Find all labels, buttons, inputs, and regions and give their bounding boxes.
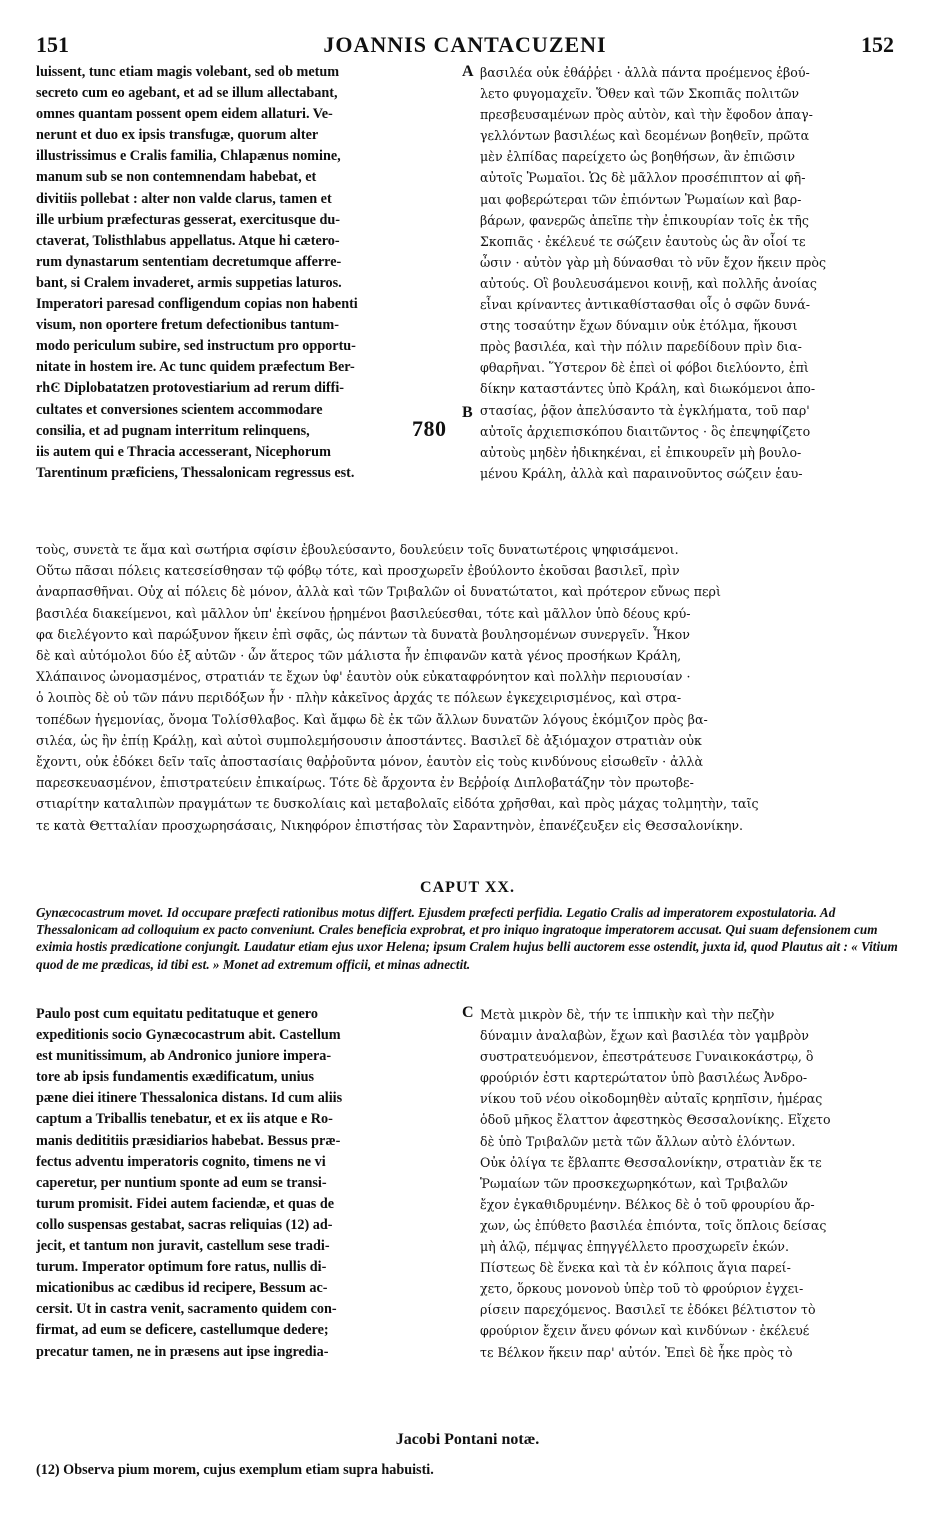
greek-line: δίκην καταστάντες ὑπὸ Κράλη, καὶ διωκόμενοι ἀπο- (480, 381, 816, 397)
greek-line: Πίστεως δὲ ἕνεκα καὶ τὰ ἐν κόλποις ἅγια παρεί- (480, 1260, 791, 1276)
greek-full-line: Οὕτω πᾶσαι πόλεις κατεσείσθησαν τῷ φόβῳ τότε, καὶ προσχωρεῖν ἐβούλοντο ἑκοῦσαι βασιλεῖ, πρὶν (36, 563, 680, 579)
latin-line: omnes quantam possent opem eidem allaturi. Ve- (36, 106, 333, 123)
greek-line: πρεσβευσαμένων πρὸς αὐτὸν, καὶ τὴν ἔφοδον ἀπαγ- (480, 107, 813, 123)
greek-full-line: τοπέδων ἡγεμονίας, ὄνομα Τολίσθλαβος. Καὶ ἄμφω δὲ ἐκ τῶν ἄλλων δυνατῶν λόγους ἐκόμιζον πρὸς βα- (36, 711, 708, 727)
greek-line: μὲν ἐλπίδας παρείχετο ὡς βοηθήσων, ἂν ἐπιῶσιν (480, 149, 796, 165)
greek-line: μένου Κράλη, ἀλλὰ καὶ παραινοῦντος σώζειν ἑαυ- (480, 465, 803, 481)
latin-line: manis dedititiis præsidiarios habebat. Bessus præ- (36, 1132, 341, 1149)
greek-line: δὲ ὑπὸ Τριβαλῶν μετὰ τῶν ἄλλων αὐτὸ ἑλόντων. (480, 1133, 796, 1149)
greek-line: τε Βέλκον ἥκειν παρ' αὐτόν. Ἐπεὶ δὲ ἧκε πρὸς τὸ (480, 1344, 793, 1360)
latin-line: Paulo post cum equitatu peditatuque et genero (36, 1006, 318, 1022)
greek-line: εἶναι κρίναντες ἀντικαθίστασθαι οἷς ὁ σφῶν δυνά- (480, 297, 810, 313)
greek-line: αὐτοῖς Ῥωμαῖοι. Ὡς δὲ μᾶλλον προσέπιπτον αἱ φῆ- (480, 170, 806, 186)
latin-line: iis autem qui e Thracia accesserant, Nicephorum (36, 443, 331, 460)
greek-line: πρὸς βασιλέα, καὶ τὴν πόλιν παρεδίδουν πρὶν δια- (480, 339, 802, 355)
latin-line: divitiis pollebat : alter non valde clarus, tamen et (36, 190, 332, 207)
chapter-summary: Gynæcocastrum movet. Id occupare præfecti rationibus motus differt. Ejusdem præfecti perfidia. Legatio Cralis ad imperatorem expostulatoria. Ad Thessalonicam ad colloquium ex pacto conveniunt. Crales beneficia exprobrat, et pro iniquo ingratoque imperatorem accusat. Qui suam defensionem cum eximia hostis prædicatione conjungit. Laudatur etiam ejus uxor Helena; ipsum Cralem hujus belli auctorem esse ostendit, juxta id, quod Plautus ait : « Vitium quod de me prædicas, id tibi est. » Monet ad extremum officii, et minas adnectit. (36, 905, 898, 972)
latin-line: micationibus ac cædibus id recipere, Bessum ac- (36, 1280, 328, 1297)
latin-column-section-2 (36, 1004, 458, 1363)
footnote-12: (12) Observa pium morem, cujus exemplum etiam supra habuisti. (36, 1462, 434, 1478)
latin-line: illustrissimus e Cralis familia, Chlapænus nomine, (36, 148, 341, 165)
latin-line: rhϾ Diplobatatzen protovestiarium ad rerum diffi- (36, 380, 345, 397)
latin-line: turum. Imperator optimum fore ratus, nullis di- (36, 1259, 327, 1276)
greek-line: βάρων, φανερῶς ἀπεῖπε τὴν ἐπικουρίαν τοῖς ἐκ τῆς (480, 212, 809, 228)
greek-full-line: ὁ λοιπὸς δὲ οὐ τῶν πάνυ περιδόξων ἦν · πλὴν κἀκεῖνος ἀρχάς τε πόλεων ἐγκεχειρισμένος, καὶ στρα- (36, 690, 682, 706)
greek-column-section-2 (480, 1004, 902, 1363)
page-number-right: 152 (861, 32, 894, 57)
notes-title: Jacobi Pontani notæ. (395, 1431, 540, 1448)
latin-line: precatur tamen, ne in præsens aut ipse ingredia- (36, 1343, 329, 1360)
latin-line: luissent, tunc etiam magis volebant, sed ob metum (36, 64, 340, 80)
latin-line: nerunt et duo ex ipsis transfugæ, quorum alter (36, 127, 319, 144)
greek-line: αὐτοὺς μηδὲν ἠδικηκέναι, εἰ ἐπικουρεῖν μὴ βουλο- (480, 444, 802, 460)
greek-full-line: σιλέα, ὡς ἢν ἐπίῃ Κράλῃ, καὶ αὐτοὶ συμπολεμήσουσιν ἀποστάντες. Βασιλεῖ δὲ ἀξιόμαχον στρατιὰν οὐκ (36, 732, 702, 748)
greek-full-line: τοὺς, συνετὰ τε ἅμα καὶ σωτήρια σφίσιν ἐβουλεύσαντο, δουλεύειν τοῖς δυνατωτέροις ψηφισάμενοι. (36, 542, 679, 557)
greek-line: ὦσιν · αὐτὸν γὰρ μὴ δύνασθαι τὸ νῦν ἔχον ἥκειν πρὸς (480, 254, 827, 270)
greek-full-line: τε κατὰ Θετταλίαν προσχωρησάσαις, Νικηφόρον ἐπιστήσας τὸν Σαραντηνὸν, ἐπανέζευξεν εἰς Θεσσαλονίκην. (36, 817, 744, 833)
latin-line: turum promisit. Fidei autem faciendæ, et quas de (36, 1195, 335, 1212)
running-title: JOANNIS CANTACUZENI (323, 32, 607, 57)
greek-full-line: στιαρίτην καταλιπὼν πραγμάτων τε δυσκολίαις καὶ μεταβολαῖς εἰδότα χρῆσθαι, καὶ πρὸς μάχας τολμητὴν, ταῖς (36, 796, 759, 812)
greek-line: γελλόντων βασιλέως καὶ δεομένων βοηθεῖν, πρῶτα (480, 128, 810, 144)
latin-column-section-1 (36, 62, 458, 484)
greek-full-line: φα διελέγοντο καὶ παρώξυνον ἥκειν ἐπὶ σφᾶς, ὡς πάντων τὰ δυνατὰ βουλησομένων συνεργεῖν. Ἧκον (36, 626, 690, 642)
page-number-left: 151 (36, 32, 69, 57)
greek-line: Σκοπιᾶς · ἐκέλευέ τε σώζειν ἑαυτοὺς ὡς ἂν οἷοί τε (480, 233, 806, 249)
latin-line: bant, si Cralem invaderet, armis suppetias laturos. (36, 274, 342, 291)
latin-line: ctaverat, Tolisthlabus appellatus. Atque hi cætero- (36, 232, 340, 249)
greek-line: χετο, ὅρκους μονονοὺ ὑπὲρ τοῦ τὸ φρούριον ἐγχει- (480, 1281, 804, 1297)
latin-line: cersit. Ut in castra venit, sacramento quidem con- (36, 1301, 337, 1318)
greek-line: ρίσειν παρεχόμενος. Βασιλεῖ τε ἐδόκει βέλτιστον τὸ (480, 1302, 816, 1318)
latin-line: Tarentinum præficiens, Thessalonicam regressus est. (36, 464, 355, 481)
greek-full-line: ἀναρπασθῆναι. Οὐχ αἱ πόλεις δὲ μόνον, ἀλλὰ καὶ τῶν Τριβαλῶν οἱ δυνατώτατοι, καὶ πρότερον εὔνως περὶ (36, 584, 721, 600)
greek-line: νίκου τοῦ νέου οἰκοδομηθὲν αὐταῖς κρηπῖσιν, ἡμέρας (480, 1091, 823, 1107)
latin-line: modo periculum subire, sed instructum pro opportu- (36, 338, 356, 355)
greek-line: μαι φοβερώτεραι τῶν ἐπιόντων Ῥωμαίων καὶ βαρ- (480, 191, 802, 207)
latin-line: tore ab ipsis fundamentis exædificatum, unius (36, 1069, 315, 1086)
latin-line: visum, non oportere fretum defectionibus tantum- (36, 317, 339, 334)
greek-line: Μετὰ μικρὸν δὲ, τήν τε ἱππικὴν καὶ τὴν πεζὴν (480, 1007, 775, 1022)
greek-line: αὐτούς. Οἳ βουλευσάμενοι κοινῇ, καὶ πολλῆς ἀνοίας (480, 275, 817, 291)
latin-line: consilia, et ad pugnam interritum relinquens, (36, 422, 310, 439)
latin-line: nitate in hostem ire. Ac tunc quidem præfectum Ber- (36, 359, 355, 376)
greek-line: αὐτοῖς ἀρχιεπισκόπου διαιτῶντος · ὃς ἐπεψηφίζετο (480, 423, 811, 439)
greek-full-width-text (36, 539, 898, 836)
latin-line: captum a Triballis tenebatur, et ex iis atque e Ro- (36, 1111, 333, 1128)
page-header (30, 32, 900, 60)
latin-line: collo suspensas gestabat, sacras reliquias (12) ad- (36, 1216, 333, 1233)
greek-line: δύναμιν ἀναλαβὼν, ἔχων καὶ βασιλέα τὸν γαμβρὸν (480, 1028, 809, 1044)
greek-line: μὴ ἁλῷ, πέμψας ἐπηγγέλλετο προσχωρεῖν ἑκών. (480, 1239, 789, 1255)
greek-line: ὁδοῦ μῆκος ἔλαττον ἀφεστηκὸς Θεσσαλονίκης. Εἴχετο (480, 1112, 831, 1128)
latin-line: secreto cum eo agebant, et ad se illum allectabant, (36, 85, 338, 102)
latin-line: rum dynastarum sententiam decretumque afferre- (36, 253, 342, 270)
greek-full-line: βασιλέα διακείμενοι, καὶ μᾶλλον ὑπ' ἐκείνου ᾑρημένοι βασιλεύεσθαι, τότε καὶ μᾶλλον ὑπὸ δέους κρύ- (36, 605, 691, 621)
latin-line: Imperatori paresad confligendum copias non habenti (36, 296, 358, 313)
greek-column-section-1 (480, 62, 902, 484)
greek-line: Ῥωμαίων τῶν προσκεχωρηκότων, καὶ Τριβαλῶν (480, 1175, 788, 1191)
greek-line: χων, ὡς ἐπύθετο βασιλέα ἐπιόντα, τοῖς ὅπλοις δείσας (480, 1217, 827, 1233)
greek-full-line: ἔχοντι, οὐκ ἐδόκει δεῖν ταῖς ἀποστασίαις θαῤῥοῦντα μόνον, ἑαυτὸν εἰς τοὺς κινδύνους εἰσωθεῖν · ἀλλὰ (36, 754, 704, 770)
margin-marker-b: B (462, 404, 473, 421)
greek-full-line: παρεσκευασμένον, ἐπιστρατεύειν ἐπικαίρως. Τότε δὲ ἄρχοντα ἐν Βεῤῥοίᾳ Διπλοβατάζην τὸν πρωτοβε- (36, 775, 694, 791)
latin-line: fectus adventu imperatoris cognito, timens ne vi (36, 1153, 326, 1170)
greek-line: στης τοσαύτην ἔχων δύναμιν οὐκ ἐτόλμα, ἥκουσι (480, 318, 798, 334)
greek-line: φρούριόν ἐστι καρτερώτατον ὑπὸ βασιλέως Ἀνδρο- (480, 1070, 808, 1086)
greek-line: λετο φυγομαχεῖν. Ὅθεν καὶ τῶν Σκοπιᾶς πολιτῶν (480, 86, 800, 102)
latin-line: firmat, ad eum se deficere, castellumque dedere; (36, 1322, 329, 1339)
greek-line: στασίας, ῥᾷον ἀπελύσαντο τὰ ἐγκλήματα, τοῦ παρ' (480, 402, 810, 418)
latin-line: pæne diei itinere Thessalonica distans. Id cum aliis (36, 1090, 343, 1107)
latin-line: expeditionis socio Gynæcocastrum abit. Castellum (36, 1027, 341, 1044)
greek-line: ἔχον ἐγκαθιδρυμένην. Βέλκος δὲ ὁ τοῦ φρουρίου ἄρ- (480, 1196, 815, 1212)
greek-line: βασιλέα οὐκ ἐθάῤῥει · ἀλλὰ πάντα προέμενος ἐβού- (480, 65, 810, 80)
latin-line: cultates et conversiones scientem accommodare (36, 401, 323, 418)
margin-marker-c: C (462, 1004, 474, 1021)
margin-page-number: 780 (412, 415, 447, 441)
latin-line: manum sub se non contemnendam habebat, et (36, 169, 317, 186)
margin-marker-a: A (462, 63, 474, 80)
greek-line: συστρατευόμενον, ἐπεστράτευσε Γυναικοκάστρῳ, ὃ (480, 1049, 814, 1065)
latin-line: ille urbium præfecturas gesserat, exercitusque du- (36, 211, 340, 228)
latin-line: est munitissimum, ab Andronico juniore impera- (36, 1048, 332, 1065)
chapter-title: CAPUT XX. (420, 879, 515, 896)
greek-line: Οὐκ ὀλίγα τε ἔβλαπτε Θεσσαλονίκην, στρατιὰν ἔκ τε (480, 1154, 822, 1170)
greek-full-line: δὲ καὶ αὐτόμολοι δύο ἐξ αὐτῶν · ὧν ἅτερος τῶν μάλιστα ἦν ἐπιφανῶν κατὰ γένος προσήκων Κράλη, (36, 648, 682, 664)
greek-line: φθαρῆναι. Ὕστερον δὲ ἐπεὶ οἱ φόβοι διελύοντο, ἐπὶ (480, 360, 809, 376)
greek-line: φρούριον ἔχειν ἄνευ φόνων καὶ κινδύνων · ἐκέλευέ (480, 1323, 810, 1339)
latin-line: caperetur, per nuntium sponte ad eum se transi- (36, 1174, 327, 1191)
greek-full-line: Χλάπαινος ὠνομασμένος, στρατιάν τε ἔχων ὑφ' ἑαυτὸν οὐκ εὐκαταφρόνητον καὶ πολλὴν περιουσίαν · (36, 669, 691, 685)
latin-line: jecit, et tantum non juravit, castellum sese tradi- (36, 1238, 330, 1255)
